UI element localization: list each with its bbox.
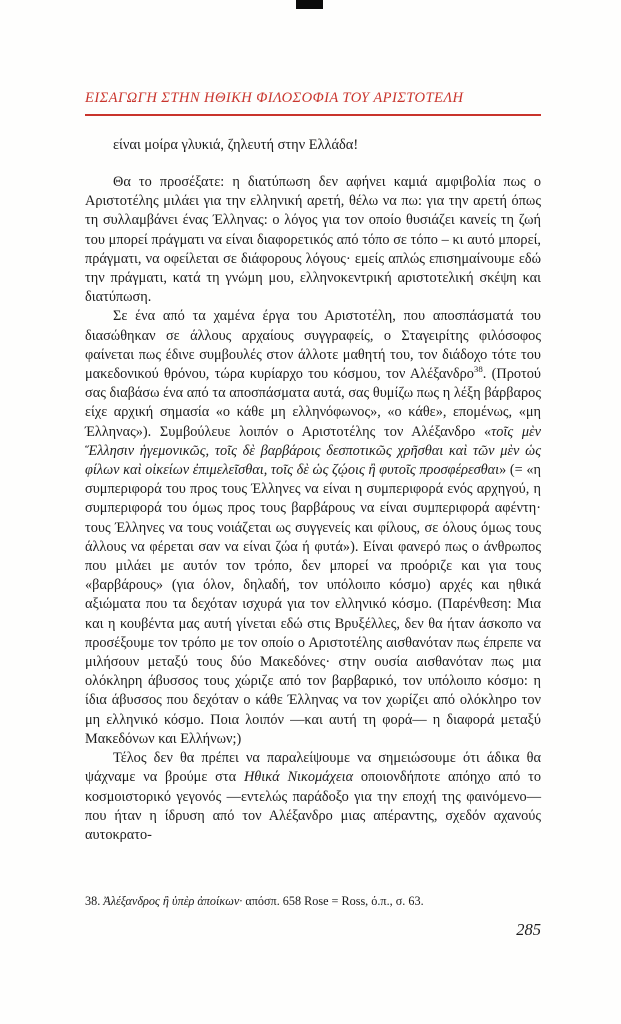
scan-artifact [296, 0, 323, 9]
text-run: 38. [85, 894, 104, 908]
text-run: . (Προτού σας διαβάσω ένα από τα αποσπάσματα αυτά, σας θυμίζω πως η λέξη βάρβαρος είχε αρχική σημασία «ο κάθε μη ελληνόφωνος», «ο κάθε», επομένως, «μη Έλληνας»). Συμβούλευε λοιπόν ο Αριστοτέλης τον Αλέξανδρο « [85, 366, 541, 440]
text-run: Τέλος δεν θα πρέπει να παραλείψουμε να σημειώσουμε ότι άδικα θα ψάχναμε να βρούμε στα [85, 750, 541, 786]
header-rule [85, 114, 541, 116]
paragraph [85, 749, 541, 845]
footnote-text [85, 894, 424, 908]
text-run: » (= «η συμπεριφορά του προς τους Έλληνες να είναι η συμπεριφορά ενός αρχηγού, η συμπεριφορά του όμως προς τους βαρβάρους να είναι συμπεριφορά αφέντη· τους Έλληνες να τους νοιάζεται ως συγγενείς και φίλους, σε όλους όμως τους άλλους να φέρεται σαν να είναι ζώα ή φυτά»). Είναι φανερό πως ο άνθρωπος που μιλάει με αυτόν τον τρόπο, δεν μπορεί να προόριζε και για τους «βαρβάρους» (για όλον, δηλαδή, τον υπόλοιπο κόσμο) αρχές και ηθικά αξιώματα που τα δεχόταν ισχυρά για τον ελληνικό κόσμο. (Παρένθεση: Μια και η κουβέντα μας αυτή γίνεται εδώ στις Βρυξέλλες, δεν θα ήταν άσκοπο να προσέξουμε τον τρόπο με τον οποίο ο Αριστοτέλης αισθανόταν πως έπρεπε να μιλήσουν μεταξύ τους δύο Μακεδόνες· στην ουσία αισθανόταν πως μια ολόκληρη άβυσσος τους χώριζε από τον βαρβαρικό, τον υπόλοιπο κόσμο: η ίδια άβυσσος που δεχόταν ο κάθε Έλληνας να τον χωρίζει από ολόκληρο τον μη ελληνικό κόσμο. Ποια λοιπόν —και αυτή τη φορά— η διαφορά μεταξύ Μακεδόνων και Ελλήνων;) [85, 462, 542, 747]
italic-text-run: τοῖς μὲν Ἕλλησιν ἡγεμονικῶς, τοῖς δὲ βαρβάροις δεσποτικῶς χρῆσθαι καὶ τῶν μὲν ὡς φίλων καὶ οἰκείων ἐπιμελεῖσθαι, τοῖς δὲ ὡς ζῴοις ἢ φυτοῖς προσφέρεσθαι [85, 423, 541, 479]
body-paragraphs [85, 173, 541, 845]
italic-text-run: Ηθικά Νικομάχεια [243, 769, 354, 786]
chapter-title: ΕΙΣΑΓΩΓΗ ΣΤΗΝ ΗΘΙΚΗ ΦΙΛΟΣΟΦΙΑ ΤΟΥ ΑΡΙΣΤΟΤΕΛΗ [85, 90, 464, 106]
paragraph [85, 173, 541, 307]
footnote [85, 894, 541, 909]
text-run: Θα το προσέξατε: η διατύπωση δεν αφήνει καμιά αμφιβολία πως ο Αριστοτέλης μιλάει για την ελληνική αρετή, θέλω να πω: για την αρετή όπως τη συλλαμβάνει ένας Έλληνας: ο λόγος για τον οποίο θυσιάζει κανείς τη ζωή του μπορεί πράγματι να είναι διαφορετικός από τόπο σε τόπο – κι αυτό μπορεί, πράγματι, να οφείλεται σε διάφορους λόγους· εμείς απλώς επισημαίνουμε εδώ την πράγματι, κατά τη γνώμη μου, ελληνοκεντρική αριστοτελική σκέψη και διατύπωση. [85, 174, 541, 306]
text-run: Σε ένα από τα χαμένα έργα του Αριστοτέλη, που αποσπάσματά του διασώθηκαν σε άλλους αρχαίους συγγραφείς, ο Σταγειρίτης φιλόσοφος φαίνεται πως έδινε συμβουλές στον άλλοτε μαθητή του, τον διάδοχο τότε του μακεδονικού θρόνου, τώρα κυρίαρχο του κόσμου, τον Αλέξανδρο [85, 308, 541, 383]
paragraph [85, 307, 541, 749]
page-number: 285 [516, 920, 541, 939]
epigraph-line: είναι μοίρα γλυκιά, ζηλευτή στην Ελλάδα! [113, 137, 359, 153]
text-run: οποιονδήποτε απόηχο από το κοσμοιστορικό γεγονός —εντελώς παράδοξο για την εποχή της φαινόμενο— που ήταν η ίδρυση από τον Αλέξανδρο μιας απέραντης, σχεδόν αχανούς αυτοκρατο- [85, 769, 541, 843]
text-run: απόσπ. 658 Rose = Ross, ό.π., σ. 63. [242, 894, 424, 908]
footnote-reference: 38 [473, 364, 483, 375]
running-header [85, 90, 541, 116]
italic-text-run: Ἀλέξανδρος ἢ ὑπὲρ ἀποίκων· [103, 894, 243, 908]
